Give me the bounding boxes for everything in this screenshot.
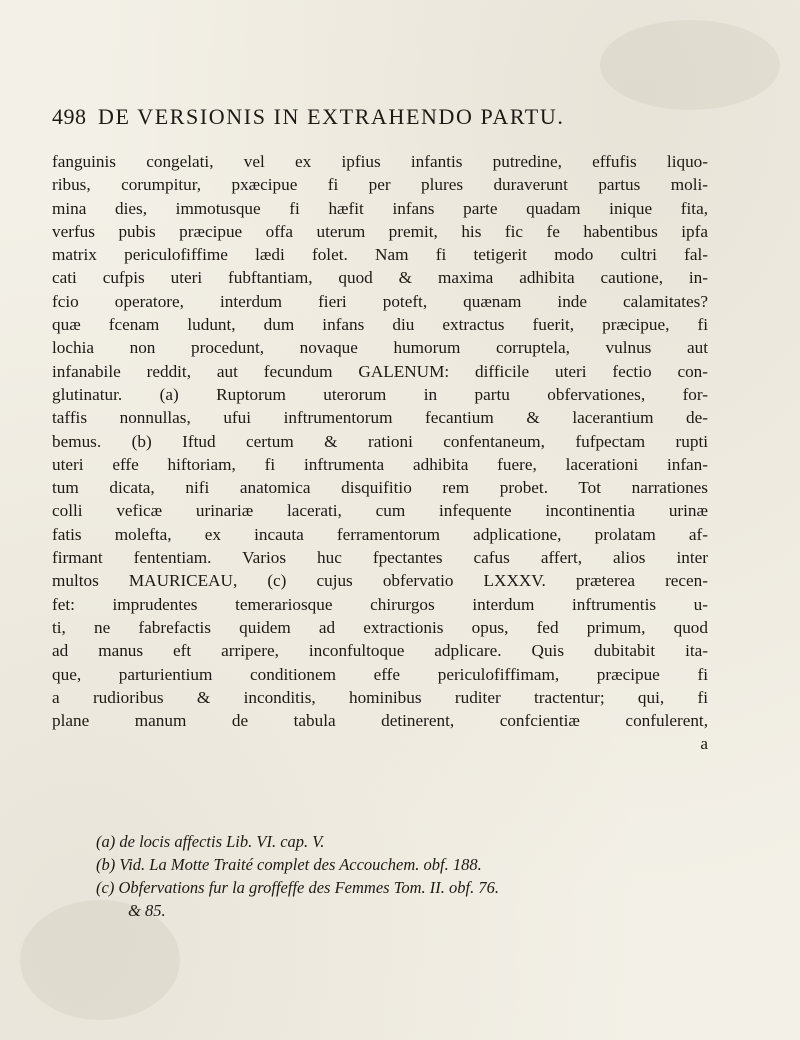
text-line: tum dicata, nifi anatomica disquifitio rem probet. Tot narrationes bbox=[52, 478, 708, 498]
text-line: fanguinis congelati, vel ex ipfius infantis putredine, effufis liquo- bbox=[52, 152, 708, 171]
text-line: mina dies, immotusque fi hæfit infans parte quadam inique fita, bbox=[52, 198, 708, 218]
text-line: que, parturientium conditionem effe periculofiffimam, præcipue fi bbox=[52, 664, 708, 684]
footnote: (b) Vid. La Motte Traité complet des Accouchem. obf. 188. bbox=[96, 855, 482, 874]
paper-stain bbox=[600, 20, 780, 110]
text-line: verfus pubis præcipue offa uterum premit, his fic fe habentibus ipfa bbox=[52, 221, 708, 241]
text-line: taffis nonnullas, ufui inftrumentorum fecantium & lacerantium de- bbox=[52, 408, 708, 428]
text-line: matrix periculofiffime lædi folet. Nam fi tetigerit modo cultri fal- bbox=[52, 245, 708, 265]
text-line: lochia non procedunt, novaque humorum corruptela, vulnus aut bbox=[52, 338, 708, 358]
text-line: uteri effe hiftoriam, fi inftrumenta adhibita fuere, lacerationi infan- bbox=[52, 454, 708, 474]
footnote: (a) de locis affectis Lib. VI. cap. V. bbox=[96, 832, 325, 851]
footnotes bbox=[96, 830, 716, 922]
text-line: colli veficæ urinariæ lacerati, cum infequente incontinentia urinæ bbox=[52, 501, 708, 521]
text-line: ribus, corumpitur, pxæcipue fi per plures duraverunt partus moli- bbox=[52, 175, 708, 195]
text-line: multos MAURICEAU, (c) cujus obfervatio LXXXV. præterea recen- bbox=[52, 571, 708, 591]
catchword: a bbox=[700, 734, 708, 754]
footnote: (c) Obfervations fur la groffeffe des Femmes Tom. II. obf. 76. bbox=[96, 878, 499, 897]
text-line: ti, ne fabrefactis quidem ad extractionis opus, fed primum, quod bbox=[52, 617, 708, 637]
text-line: fcio operatore, interdum fieri poteft, quænam inde calamitates? bbox=[52, 291, 708, 311]
running-head: DE VERSIONIS IN EXTRAHENDO PARTU. bbox=[98, 104, 565, 129]
text-line: firmant fententiam. Varios huc fpectantes cafus affert, alios inter bbox=[52, 548, 708, 568]
text-line: quæ fcenam ludunt, dum infans diu extractus fuerit, præcipue, fi bbox=[52, 315, 708, 335]
page-header bbox=[52, 104, 742, 136]
text-line: cati cufpis uteri fubftantiam, quod & maxima adhibita cautione, in- bbox=[52, 268, 708, 288]
text-line: plane manum de tabula detinerent, confcientiæ confulerent, bbox=[52, 711, 708, 731]
text-line: fatis molefta, ex incauta ferramentorum adplicatione, prolatam af- bbox=[52, 524, 708, 544]
text-line: infanabile reddit, aut fecundum GALENUM: difficile uteri fectio con- bbox=[52, 361, 708, 381]
text-line: ad manus eft arripere, inconfultoque adplicare. Quis dubitabit ita- bbox=[52, 641, 708, 661]
footnote-continuation: & 85. bbox=[128, 901, 166, 920]
text-line: fet: imprudentes temerariosque chirurgos interdum inftrumentis u- bbox=[52, 594, 708, 614]
text-line: a rudioribus & inconditis, hominibus ruditer tractentur; qui, fi bbox=[52, 687, 708, 707]
page-number: 498 bbox=[52, 104, 87, 129]
text-line: glutinatur. (a) Ruptorum uterorum in partu obfervationes, for- bbox=[52, 384, 708, 404]
body-text bbox=[52, 150, 708, 756]
text-line: bemus. (b) Iftud certum & rationi confentaneum, fufpectam rupti bbox=[52, 431, 708, 451]
